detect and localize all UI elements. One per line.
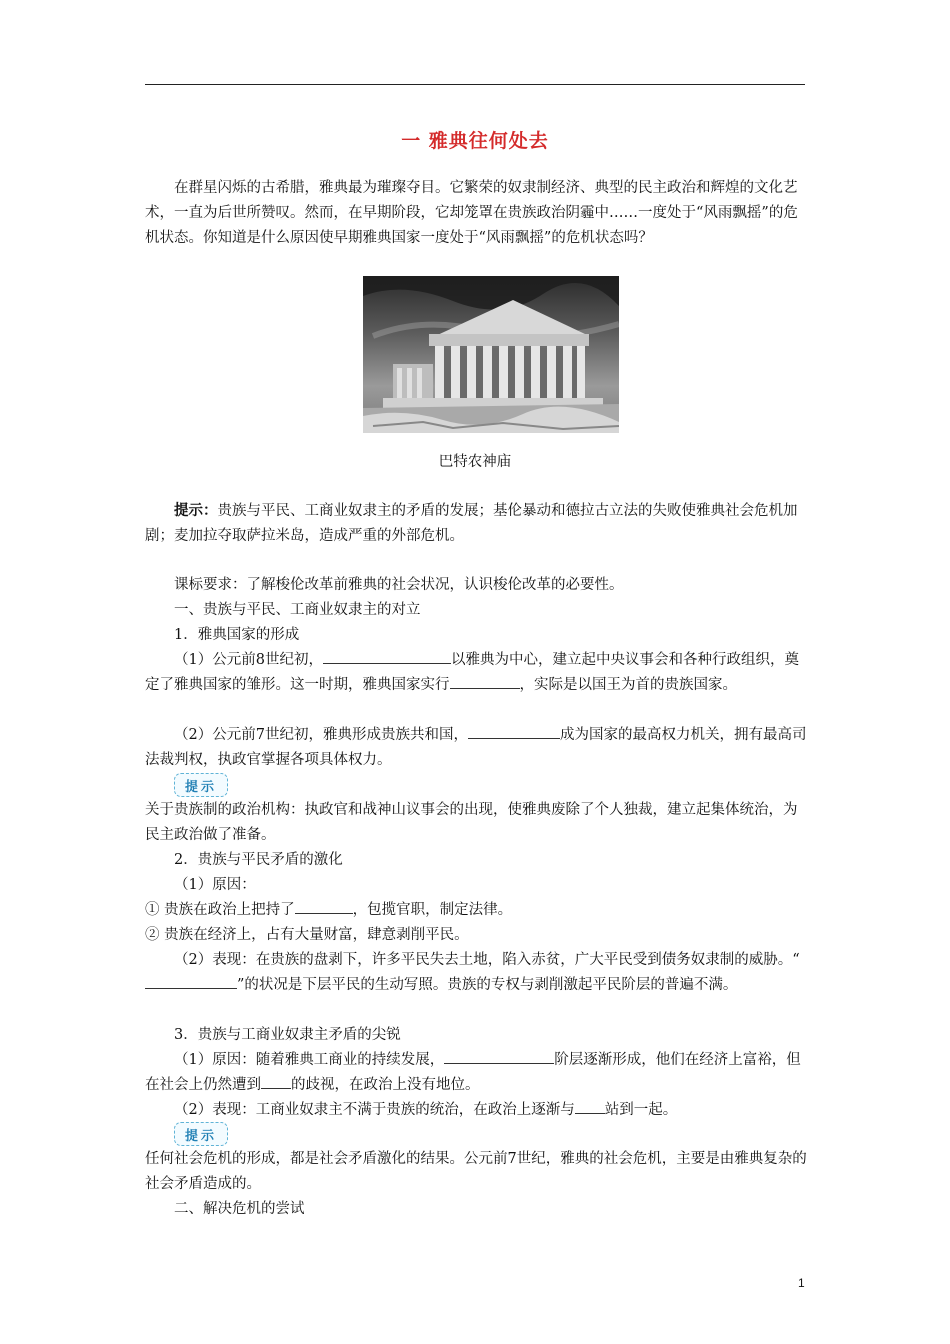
subheading-1-2: 2．贵族与平民矛盾的激化 [174, 852, 343, 868]
cause-item-2: ② 贵族在经济上，占有大量财富，肆意剥削平民。 [145, 927, 469, 943]
paragraph-1-3-1 [145, 1048, 807, 1098]
hint-badge: 提示 [174, 1122, 228, 1146]
page-number: 1 [798, 1276, 805, 1290]
subheading-1-3: 3．贵族与工商业奴隶主矛盾的尖锐 [174, 1027, 401, 1043]
text-segment: 以雅典为中心，建立起中央议事会和各种行政组织，奠定了雅典国家的雏形。这一时期，雅典国家实行 [145, 652, 799, 693]
fill-blank[interactable] [323, 649, 451, 664]
text-segment: （2）表现：在贵族的盘剥下，许多平民失去土地，陷入赤贫，广大平民受到债务奴隶制的威胁。“ [174, 952, 800, 968]
tip-label: 提示： [174, 502, 218, 519]
text-segment: （1）原因：随着雅典工商业的持续发展， [174, 1052, 445, 1068]
subheading-1-1: 1．雅典国家的形成 [174, 627, 300, 643]
paragraph-1-1-1 [145, 648, 807, 698]
header-rule [145, 84, 805, 85]
tip-paragraph [145, 498, 807, 549]
text-segment: ”的状况是下层平民的生动写照。贵族的专权与剥削激起平民阶层的普遍不满。 [237, 977, 738, 993]
text-segment: 的歧视，在政治上没有地位。 [291, 1077, 480, 1093]
intro-paragraph: 在群星闪烁的古希腊，雅典最为璀璨夺目。它繁荣的奴隶制经济、典型的民主政治和辉煌的文化艺术，一直为后世所赞叹。然而，在早期阶段，它却笼罩在贵族政治阴霾中……一度处于“风雨飘摇”的危机状态。你知道是什么原因使早期雅典国家一度处于“风雨飘摇”的危机状态吗？ [145, 180, 798, 246]
fill-blank[interactable] [261, 1074, 291, 1089]
text-segment: 成为国家的最高权力机关，拥有最高司法裁判权，执政官掌握各项具体权力。 [145, 727, 807, 768]
paragraph-1-1-2 [145, 723, 807, 773]
hint-paragraph-2: 任何社会危机的形成，都是社会矛盾激化的结果。公元前7世纪，雅典的社会危机，主要是由雅典复杂的社会矛盾造成的。 [145, 1151, 807, 1192]
curriculum-standard: 课标要求：了解梭伦改革前雅典的社会状况，认识梭伦改革的必要性。 [174, 577, 624, 593]
parthenon-photo [363, 276, 619, 433]
section-heading-1: 一、贵族与平民、工商业奴隶主的对立 [174, 602, 421, 618]
text-segment: 阶层逐渐形成，他们在经济上富裕，但在社会上仍然遭到 [145, 1052, 801, 1093]
fill-blank[interactable] [444, 1049, 554, 1064]
text-segment: ，实际是以国王为首的贵族国家。 [519, 677, 737, 693]
cause-label: （1）原因： [174, 877, 256, 893]
text-segment: （2）表现：工商业奴隶主不满于贵族的统治，在政治上逐渐与 [174, 1102, 575, 1118]
text-segment: ，包揽官职，制定法律。 [352, 902, 513, 918]
hint-paragraph-1: 关于贵族制的政治机构：执政官和战神山议事会的出现，使雅典废除了个人独裁，建立起集体统治，为民主政治做了准备。 [145, 802, 798, 843]
photo-caption: 巴特农神庙 [438, 454, 512, 470]
fill-blank[interactable] [575, 1099, 605, 1114]
paragraph-1-2-2 [145, 948, 807, 998]
text-segment: ① 贵族在政治上把持了 [145, 902, 295, 918]
text-segment: 站到一起。 [604, 1102, 678, 1118]
text-segment: （1）公元前8世纪初， [174, 652, 323, 668]
fill-blank[interactable] [145, 974, 237, 989]
section-heading-2: 二、解决危机的尝试 [174, 1201, 305, 1217]
text-segment: （2）公元前7世纪初，雅典形成贵族共和国， [174, 727, 468, 743]
cause-item-1 [145, 898, 807, 923]
page-title: 一 雅典往何处去 [401, 130, 549, 152]
fill-blank[interactable] [295, 899, 353, 914]
fill-blank[interactable] [450, 674, 520, 689]
tip-text: 贵族与平民、工商业奴隶主的矛盾的发展；基伦暴动和德拉古立法的失败使雅典社会危机加剧；麦加拉夺取萨拉米岛，造成严重的外部危机。 [145, 503, 798, 544]
hint-badge: 提示 [174, 773, 228, 797]
paragraph-1-3-2 [145, 1098, 807, 1123]
fill-blank[interactable] [468, 724, 560, 739]
